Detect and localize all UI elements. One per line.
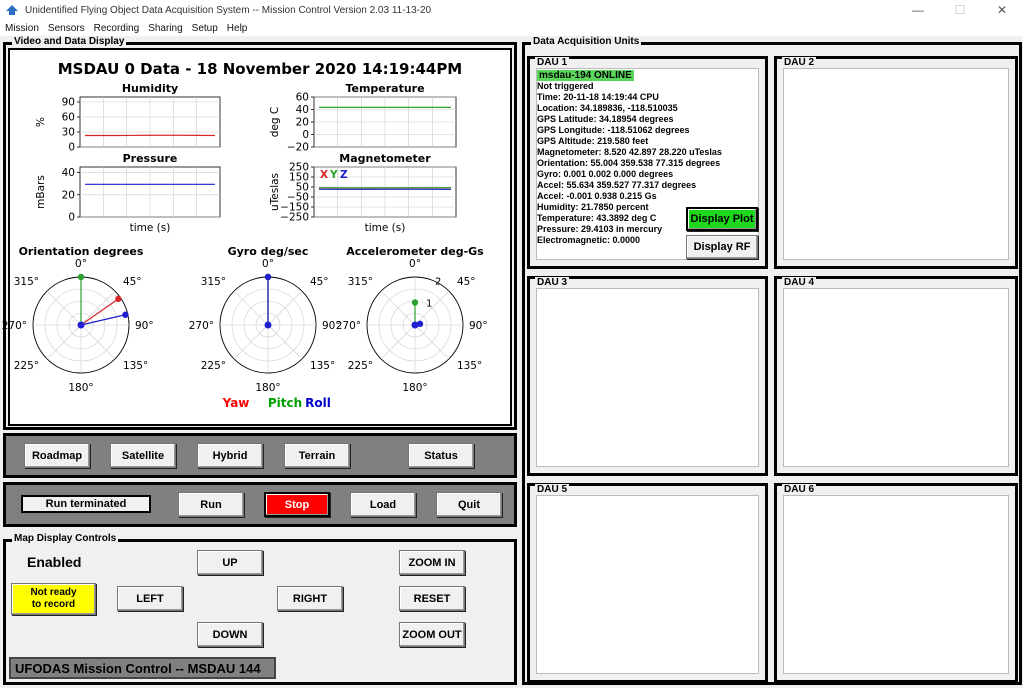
zoom-in-button[interactable]: ZOOM IN bbox=[399, 550, 465, 575]
minimize-button[interactable]: — bbox=[912, 3, 924, 17]
menu-mission[interactable]: Mission bbox=[5, 22, 39, 34]
y-tick-label: 0 bbox=[68, 141, 75, 154]
menu-help[interactable]: Help bbox=[226, 22, 248, 34]
maximize-button[interactable]: ☐ bbox=[954, 3, 966, 17]
roadmap-button[interactable]: Roadmap bbox=[24, 443, 90, 468]
chart-title: Temperature bbox=[345, 82, 425, 95]
menu-recording[interactable]: Recording bbox=[93, 22, 140, 34]
polar-angle-label: 135° bbox=[309, 359, 336, 372]
data-plot-figure bbox=[1, 50, 510, 424]
menu-setup[interactable]: Setup bbox=[191, 22, 218, 34]
polar-angle-label: 0° bbox=[262, 258, 274, 270]
polar-angle-label: 270° bbox=[1, 320, 27, 332]
y-tick-label: 250 bbox=[288, 161, 309, 174]
dau-1-line: Gyro: 0.001 0.002 0.000 degrees bbox=[537, 169, 674, 179]
y-tick-label: 60 bbox=[61, 111, 75, 124]
y-tick-label: 0 bbox=[68, 211, 75, 224]
legend-entry: Z bbox=[340, 169, 348, 181]
menu-bar bbox=[0, 20, 1023, 36]
polar-angle-label: 0° bbox=[75, 258, 87, 270]
polar-angle-label: 315° bbox=[200, 276, 227, 289]
video-panel-title: Video and Data Display bbox=[14, 36, 125, 47]
polar-vector-point bbox=[115, 296, 121, 302]
dau-2-display bbox=[783, 68, 1009, 260]
polar-angle-label: 225° bbox=[200, 359, 227, 372]
dau-1-line: Time: 20-11-18 14:19:44 CPU bbox=[537, 92, 659, 102]
hybrid-button[interactable]: Hybrid bbox=[197, 443, 263, 468]
dau-1-line: Location: 34.189836, -118.510035 bbox=[537, 103, 678, 113]
y-axis-label: % bbox=[35, 117, 47, 127]
dau-6-title: DAU 6 bbox=[784, 484, 815, 495]
legend-pitch: Pitch bbox=[267, 396, 303, 410]
dau-2-title: DAU 2 bbox=[784, 57, 815, 68]
terrain-button[interactable]: Terrain bbox=[284, 443, 350, 468]
polar-vector-point bbox=[412, 299, 418, 305]
x-axis-label: time (s) bbox=[129, 222, 171, 234]
dau-1-line: Orientation: 55.004 359.538 77.315 degrees bbox=[537, 158, 721, 168]
polar-title: Gyro deg/sec bbox=[227, 245, 309, 258]
dau-4-title: DAU 4 bbox=[784, 277, 815, 288]
y-tick-label: 20 bbox=[61, 189, 75, 202]
dau-1-line: Pressure: 29.4103 in mercury bbox=[537, 224, 663, 234]
y-axis-label: deg C bbox=[269, 106, 281, 138]
dau-1-line: GPS Latitude: 34.18954 degrees bbox=[537, 114, 674, 124]
y-tick-label: 20 bbox=[295, 116, 309, 129]
polar-angle-label: 270° bbox=[188, 320, 214, 332]
polar-angle-label: 225° bbox=[347, 359, 374, 372]
y-tick-label: −20 bbox=[286, 141, 309, 154]
legend-entry: X bbox=[320, 169, 329, 181]
y-tick-label: 90 bbox=[61, 96, 75, 109]
polar-r-tick-label: 1 bbox=[425, 298, 433, 310]
polar-angle-label: 90° bbox=[469, 320, 488, 332]
pan-right-button[interactable]: RIGHT bbox=[277, 586, 343, 611]
legend-yaw: Yaw bbox=[222, 396, 250, 410]
y-tick-label: −50 bbox=[286, 191, 309, 204]
dau-6-box bbox=[774, 483, 1018, 683]
y-tick-label: 40 bbox=[295, 104, 309, 116]
app-icon bbox=[5, 3, 19, 17]
dau-5-box bbox=[527, 483, 768, 683]
status-button[interactable]: Status bbox=[408, 443, 474, 468]
dau-1-line: Accel: -0.001 0.938 0.215 Gs bbox=[537, 191, 657, 201]
title-bar bbox=[0, 0, 1023, 20]
polar-angle-label: 0° bbox=[409, 258, 421, 270]
dau-panel-title: Data Acquisition Units bbox=[533, 36, 640, 47]
dau-1-title: DAU 1 bbox=[537, 57, 568, 68]
polar-angle-label: 315° bbox=[13, 276, 40, 289]
not-ready-indicator: Not ready to record bbox=[11, 583, 96, 615]
legend-roll: Roll bbox=[305, 396, 331, 410]
polar-origin-point bbox=[265, 322, 272, 329]
enabled-label: Enabled bbox=[27, 554, 82, 570]
y-axis-label: mBars bbox=[35, 175, 47, 209]
run-status-field: Run terminated bbox=[21, 495, 151, 513]
mission-status-line: UFODAS Mission Control -- MSDAU 144 bbox=[9, 657, 276, 679]
polar-angle-label: 315° bbox=[347, 276, 374, 289]
dau-1-line: Accel: 55.634 359.527 77.317 degrees bbox=[537, 180, 697, 190]
polar-vector-point bbox=[122, 312, 128, 318]
polar-angle-label: 45° bbox=[456, 276, 476, 289]
stop-button[interactable]: Stop bbox=[264, 492, 330, 517]
display-rf-button[interactable]: Display RF bbox=[686, 235, 758, 259]
y-tick-label: 150 bbox=[288, 171, 309, 184]
dau-1-line: Not triggered bbox=[537, 81, 594, 91]
y-axis-label: uTeslas bbox=[269, 172, 281, 212]
dau-3-display bbox=[536, 288, 759, 467]
pan-up-button[interactable]: UP bbox=[197, 550, 263, 575]
polar-angle-label: 180° bbox=[255, 382, 281, 394]
plot-canvas bbox=[1, 48, 512, 426]
polar-r-tick-label: 2 bbox=[434, 276, 442, 288]
menu-sensors[interactable]: Sensors bbox=[47, 22, 85, 34]
dau-1-line: Humidity: 21.7850 percent bbox=[537, 202, 649, 212]
dau-1-line: GPS Altitude: 219.580 feet bbox=[537, 136, 649, 146]
dau-1-line: Temperature: 43.3892 deg C bbox=[537, 213, 657, 223]
load-button[interactable]: Load bbox=[350, 492, 416, 517]
reset-button[interactable]: RESET bbox=[399, 586, 465, 611]
chart-title: Humidity bbox=[121, 82, 179, 95]
y-tick-label: 60 bbox=[295, 91, 309, 104]
polar-vector-point bbox=[78, 274, 84, 280]
polar-angle-label: 270° bbox=[335, 320, 361, 332]
polar-angle-label: 90° bbox=[135, 320, 154, 332]
dau-3-title: DAU 3 bbox=[537, 277, 568, 288]
dau-1-line: Electromagnetic: 0.0000 bbox=[537, 235, 641, 245]
pan-down-button[interactable]: DOWN bbox=[197, 622, 263, 647]
y-tick-label: 50 bbox=[295, 181, 309, 194]
dau-4-display bbox=[783, 288, 1009, 467]
polar-angle-label: 45° bbox=[122, 276, 142, 289]
polar-angle-label: 135° bbox=[456, 359, 483, 372]
y-tick-label: −150 bbox=[280, 201, 309, 214]
window-title: Unidentified Flying Object Data Acquisition System -- Mission Control Version 2.03 11-13-20 bbox=[25, 4, 432, 16]
polar-angle-label: 45° bbox=[309, 276, 329, 289]
dau-4-box bbox=[774, 276, 1018, 476]
dau-3-box bbox=[527, 276, 768, 476]
polar-angle-label: 90° bbox=[322, 320, 341, 332]
plot-title: MSDAU 0 Data - 18 November 2020 14:19:44PM bbox=[57, 60, 463, 78]
satellite-button[interactable]: Satellite bbox=[110, 443, 176, 468]
dau-1-line: Magnetometer: 8.520 42.897 28.220 uTeslas bbox=[537, 147, 722, 157]
map-controls-title: Map Display Controls bbox=[14, 533, 117, 544]
y-tick-label: 40 bbox=[61, 167, 75, 180]
zoom-out-button[interactable]: ZOOM OUT bbox=[399, 622, 465, 647]
menu-sharing[interactable]: Sharing bbox=[148, 22, 183, 34]
dau-1-line: GPS Longitude: -118.51062 degrees bbox=[537, 125, 690, 135]
chart-title: Magnetometer bbox=[339, 152, 431, 165]
dau-5-title: DAU 5 bbox=[537, 484, 568, 495]
polar-origin-point bbox=[78, 322, 85, 329]
y-tick-label: 0 bbox=[302, 129, 309, 141]
legend-entry: Y bbox=[330, 169, 338, 181]
dau-2-box bbox=[774, 56, 1018, 269]
x-axis-label: time (s) bbox=[364, 222, 406, 234]
close-button[interactable]: ✕ bbox=[996, 3, 1008, 17]
polar-angle-label: 225° bbox=[13, 359, 40, 372]
y-tick-label: −250 bbox=[280, 211, 309, 224]
dau-1-online-badge: msdau-194 ONLINE bbox=[539, 70, 632, 81]
polar-angle-label: 180° bbox=[68, 382, 94, 394]
polar-angle-label: 180° bbox=[402, 382, 428, 394]
polar-angle-label: 135° bbox=[122, 359, 149, 372]
pan-left-button[interactable]: LEFT bbox=[117, 586, 183, 611]
display-plot-button[interactable]: Display Plot bbox=[686, 207, 758, 231]
y-tick-label: 30 bbox=[61, 126, 75, 139]
quit-button[interactable]: Quit bbox=[436, 492, 502, 517]
polar-vector-point bbox=[265, 274, 271, 280]
polar-origin-point bbox=[412, 322, 419, 329]
polar-title: Accelerometer deg-Gs bbox=[346, 245, 484, 258]
chart-title: Pressure bbox=[122, 152, 178, 165]
dau-6-display bbox=[783, 495, 1009, 674]
run-button[interactable]: Run bbox=[178, 492, 244, 517]
polar-title: Orientation degrees bbox=[18, 245, 144, 258]
dau-5-display bbox=[536, 495, 759, 674]
